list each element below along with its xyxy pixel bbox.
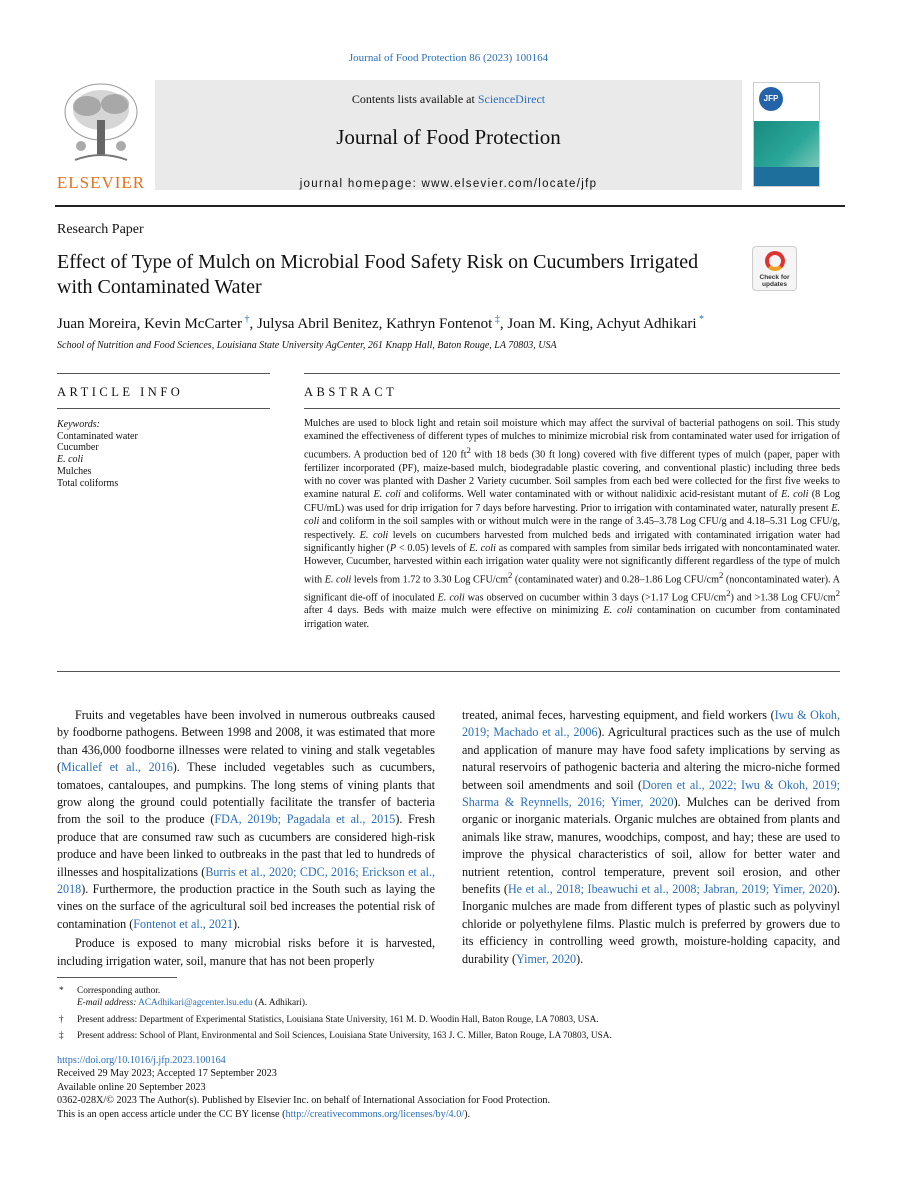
keywords-label: Keywords: [57, 419, 100, 430]
license-line: This is an open access article under the CC BY license (http://creativecommons.org/licenses/by/4.0/). [57, 1108, 471, 1120]
author-note-mark[interactable]: † [241, 314, 250, 325]
body-right-column [462, 707, 840, 970]
elsevier-tree-icon [55, 80, 147, 168]
abstract-bottom-rule [57, 671, 840, 672]
keyword: Contaminated water [57, 430, 138, 442]
footnote: † Present address: Department of Experimental Statistics, Louisiana State University, 161 M. D. Woodin Hall, Baton Rouge, LA 70803, USA. [59, 1014, 599, 1025]
crossmark-line1: Check for [759, 274, 790, 281]
check-for-updates-button[interactable] [752, 246, 797, 291]
author-name[interactable]: Kevin McCarter [144, 316, 242, 332]
abstract-rule [304, 373, 840, 374]
abstract-heading: ABSTRACT [304, 385, 398, 399]
author-name[interactable]: Juan Moreira [57, 316, 137, 332]
footnote-rule [57, 977, 177, 978]
article-type: Research Paper [57, 222, 144, 237]
body-paragraph: Fruits and vegetables have been involved in numerous outbreaks caused by foodborne pathogens. Between 1998 and 2008, it was estimated that more than 436,000 foodborne illnesses were related to vining and stalk vegetables (Micallef et al., 2016). These included vegetables such as cucumbers, tomatoes, cantaloupes, and pumpkins. The long stems of vining plants that grow along the ground could potentially facilitate the transfer of bacteria from the soil to the produce (FDA, 2019b; Pagadala et al., 2015). Fresh produce that are consumed raw such as cucumbers are considered high-risk produce and have been linked to outbreaks in the past that led to hundreds of illnesses and hospitalizations (Burris et al., 2020; CDC, 2016; Erickson et al., 2018). Furthermore, the production practice in the South such as laying the vines on the surface of the agricultural soil bed increases the potential risk of contamination (Fontenot et al., 2021). [57, 708, 436, 931]
keyword-list [57, 431, 267, 490]
author-note-mark[interactable]: * [696, 314, 705, 325]
elsevier-logo[interactable] [55, 80, 147, 195]
cover-image [754, 121, 819, 167]
body-left-column [57, 707, 435, 972]
journal-title[interactable]: Journal of Food Protection [336, 125, 561, 149]
author-note-mark[interactable]: ‡ [492, 314, 500, 325]
article-info-rule [57, 373, 270, 374]
article-info-heading: ARTICLE INFO [57, 385, 184, 399]
jfp-logo-icon: JFP [759, 87, 783, 111]
author-name[interactable]: Julysa Abril Benitez [256, 316, 379, 332]
keyword: E. coli [57, 454, 84, 466]
publication-info [57, 1054, 847, 1121]
affiliation: School of Nutrition and Food Sciences, Louisiana State University AgCenter, 261 Knapp Hall, Baton Rouge, LA 70803, USA [57, 340, 557, 351]
crossmark-line2: updates [762, 281, 787, 288]
keyword: Mulches [57, 465, 92, 477]
journal-citation[interactable]: Journal of Food Protection 86 (2023) 100164 [348, 52, 549, 64]
journal-header-box [155, 80, 742, 190]
contents-line [155, 92, 742, 107]
available-online: Available online 20 September 2023 [57, 1081, 206, 1093]
copyright-line: 0362-028X/© 2023 The Author(s). Published by Elsevier Inc. on behalf of International Association for Food Protection. [57, 1095, 551, 1107]
body-paragraph: Produce is exposed to many microbial risks before it is harvested, including irrigation water, soil, manure that has not been properly [57, 936, 435, 968]
keyword: Total coliforms [57, 477, 119, 489]
article-info-subrule [57, 408, 270, 409]
footnote: * Corresponding author. E-mail address: ACAdhikari@agcenter.lsu.edu (A. Adhikari). [59, 986, 308, 1009]
keyword: Cucumber [57, 442, 99, 454]
author-list: Juan Moreira, Kevin McCarter †, Julysa Abril Benitez, Kathryn Fontenot ‡, Joan M. King, Achyut Adhikari * [57, 314, 705, 332]
author-name[interactable]: Kathryn Fontenot [386, 316, 493, 332]
contents-prefix: Contents lists available at [351, 92, 478, 106]
crossmark-icon [765, 251, 785, 271]
author-name[interactable]: Achyut Adhikari [596, 316, 697, 332]
article-title: Effect of Type of Mulch on Microbial Food Safety Risk on Cucumbers Irrigated with Contaminated Water [57, 251, 699, 298]
abstract-text: Mulches are used to block light and retain soil moisture which may affect the survival of bacterial pathogens on soil. This study examined the effectiveness of different types of mulches to minimize microbial risk from contaminated water used for irrigation of cucumbers. A production bed of 120 $ft^2$ with 18 beds (30 ft long) covered with five different types of mulch (paper, paper with fertilizer incorporated (PF), maize-based mulch, biodegradable plastic covering, and conventional plastic) including three beds with no cover was planted with Dasher 2 Variety cucumber. Soil samples from each bed were collected for the first five weeks to examine natural E. coli and coliforms. Well water contaminated with or without nalidixic acid-resistant mutant of E. coli (8 Log CFU/mL) was used for drip irrigation for 7 days before harvesting. Prior to irrigation with contaminated water, naturally present E. coli and coliform in the soil samples with or without mulch were in the range of 3.45–3.78 Log CFU/g and 4.18–5.31 Log CFU/g, respectively. E. coli levels on cucumbers harvested from mulched beds and irrigated with contaminated irrigation water had significantly higher (P < 0.05) levels of E. coli as compared with samples from similar beds irrigated with noncontaminated water. However, Cucumber, harvested within each irrigation water quality were not significantly different regardless of the type of mulch with E. coli levels from 1.72 to 3.30 Log CFU/$cm^2$ (contaminated water) and 0.28–1.86 Log CFU/$cm^2$ (noncontaminated water). A significant die-off of inoculated E. coli was observed on cucumber within 3 days (>1.17 Log CFU/$cm^2$) and >1.38 Log CFU/$cm^2$ after 4 days. Beds with maize mulch were effective on minimizing E. coli contamination on cucumber from contaminated irrigation water. [304, 418, 841, 630]
journal-homepage-link[interactable]: journal homepage: www.elsevier.com/locate/jfp [299, 178, 598, 190]
journal-cover-thumbnail[interactable] [753, 82, 820, 187]
abstract-subrule [304, 408, 840, 409]
elsevier-wordmark: ELSEVIER [56, 173, 146, 192]
footnotes [57, 985, 847, 1047]
doi-link[interactable]: https://doi.org/10.1016/j.jfp.2023.100164 [57, 1055, 226, 1066]
masthead [55, 80, 845, 197]
keywords-block [57, 419, 267, 489]
footnote: ‡ Present address: School of Plant, Environmental and Soil Sciences, Louisiana State University, 163 J. C. Miller, Baton Rouge, LA 70803, USA. [59, 1031, 612, 1042]
license-link[interactable]: http://creativecommons.org/licenses/by/4.0/ [285, 1108, 465, 1120]
body-paragraph: treated, animal feces, harvesting equipment, and field workers (Iwu & Okoh, 2019; Machado et al., 2006). Agricultural practices such as the use of mulch and application of manure may have food safety implications by serving as natural reservoirs of pathogenic bacteria and altering the micro-niche formed between soil amendments and soil (Doren et al., 2022; Iwu & Okoh, 2019; Sharma & Reynnells, 2016; Yimer, 2020). Mulches can be derived from organic or inorganic materials. Organic mulches are obtained from plants and animals like straw, manures, woodchips, compost, and hay; these are used to improve the physical characteristics of soil, allow for better water and nutrient retention, control temperature, prevent soil erosion, and other benefits (He et al., 2018; Ibeawuchi et al., 2008; Jabran, 2019; Yimer, 2020). Inorganic mulches are made from different types of plastic such as polyvinyl chloride or polyethylene films. Plastic mulch is preferred by growers due to its efficiency in controlling weed growth, moisture-holding capacity, and durability (Yimer, 2020). [462, 708, 840, 966]
sciencedirect-link[interactable]: ScienceDirect [477, 92, 546, 106]
received-dates: Received 29 May 2023; Accepted 17 September 2023 [57, 1068, 277, 1080]
author-name[interactable]: Joan M. King [507, 316, 590, 332]
header-rule [55, 205, 845, 207]
